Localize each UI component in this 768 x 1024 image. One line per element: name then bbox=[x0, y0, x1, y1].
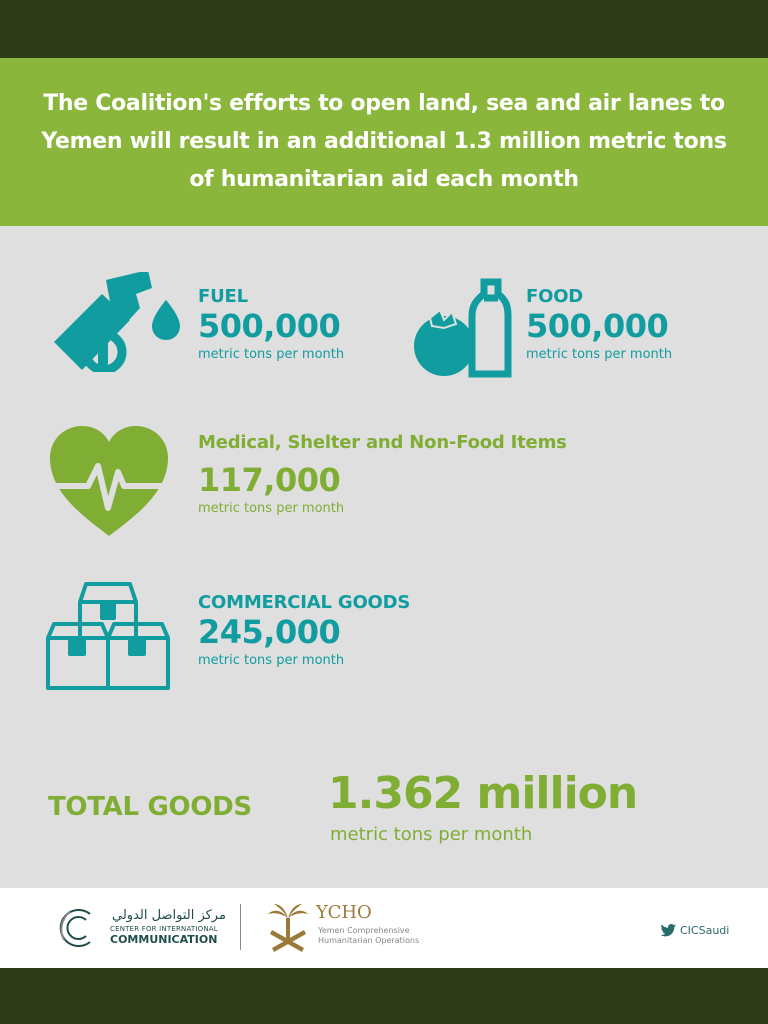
main-content bbox=[0, 226, 768, 888]
twitter-bird-icon bbox=[660, 924, 676, 937]
header-banner bbox=[0, 58, 768, 226]
fuel-label: FUEL bbox=[198, 286, 248, 307]
cic-logo-icon bbox=[56, 906, 106, 950]
ycho-palm-logo-icon bbox=[264, 900, 312, 954]
commercial-value: 245,000 bbox=[198, 613, 341, 651]
cic-english-line1: CENTER FOR INTERNATIONAL bbox=[110, 925, 218, 933]
fuel-pump-icon bbox=[44, 272, 180, 372]
boxes-icon bbox=[46, 578, 170, 690]
top-bar bbox=[0, 0, 768, 58]
food-value: 500,000 bbox=[526, 307, 669, 345]
ycho-subtitle-line2: Humanitarian Operations bbox=[318, 936, 420, 945]
bottom-bar bbox=[0, 968, 768, 1024]
ycho-subtitle-line1: Yemen Comprehensive bbox=[318, 926, 410, 935]
total-label: TOTAL GOODS bbox=[48, 792, 252, 822]
twitter-handle-text: CICSaudi bbox=[680, 924, 730, 937]
food-label: FOOD bbox=[526, 286, 584, 307]
footer bbox=[0, 888, 768, 968]
total-value: 1.362 million bbox=[328, 768, 638, 819]
footer-divider bbox=[240, 904, 241, 950]
commercial-item bbox=[198, 592, 410, 668]
food-unit: metric tons per month bbox=[526, 347, 673, 362]
ycho-title: YCHO bbox=[316, 902, 372, 923]
cic-english-line2: COMMUNICATION bbox=[110, 933, 218, 946]
commercial-label: COMMERCIAL GOODS bbox=[198, 592, 411, 613]
headline: The Coalition's efforts to open land, sea and air lanes to Yemen will result in an additional 1.3 million metric tons of humanitarian aid each month bbox=[41, 91, 727, 192]
medical-item bbox=[198, 432, 567, 516]
total-unit: metric tons per month bbox=[330, 824, 533, 845]
commercial-unit: metric tons per month bbox=[198, 653, 345, 668]
twitter-handle-link[interactable] bbox=[660, 924, 729, 937]
medical-value: 117,000 bbox=[198, 461, 341, 499]
heart-pulse-icon bbox=[46, 422, 172, 538]
fuel-item bbox=[198, 286, 344, 362]
fuel-value: 500,000 bbox=[198, 307, 341, 345]
medical-unit: metric tons per month bbox=[198, 501, 345, 516]
food-icon bbox=[410, 276, 514, 382]
food-item bbox=[526, 286, 672, 362]
cic-arabic-name: مركز التواصل الدولي bbox=[112, 908, 226, 923]
fuel-unit: metric tons per month bbox=[198, 347, 345, 362]
medical-label: Medical, Shelter and Non-Food Items bbox=[198, 432, 567, 453]
